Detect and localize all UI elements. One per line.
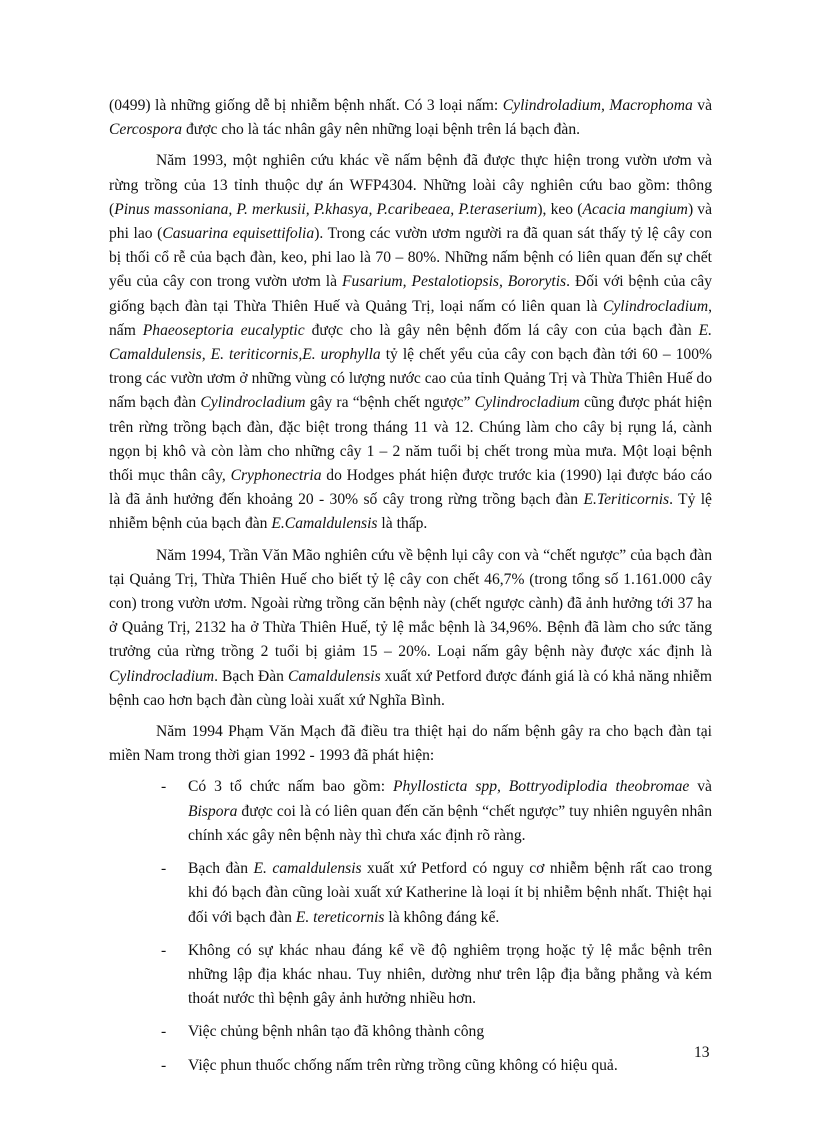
text-run: được cho là tác nhân gây nên những loại bệnh trên lá bạch đàn.: [182, 121, 581, 139]
bullet-item: [109, 939, 712, 1012]
text-run: được cho là gây nên bệnh đốm lá cây con của bạch đàn: [304, 321, 699, 339]
italic-text: Cercospora: [109, 121, 183, 139]
text-run: do Hodges phát hiện được trước kia (1990) lại được báo cáo là đã ảnh hưởng đến khoảng 20 - 30% số cây trong rừng trồng bạch đàn: [109, 467, 712, 509]
text-run: xuất xứ Petford có nguy cơ nhiễm bệnh rất cao trong khi đó bạch đàn cũng loài xuất xứ Katherine là loại ít bị nhiễm bệnh nhất. Thiệt hại đối với bạch đàn: [188, 860, 713, 926]
text-run: . Tỷ lệ nhiễm bệnh của bạch đàn: [109, 491, 712, 533]
text-run: Không có sự khác nhau đáng kể về độ nghiêm trọng hoặc tỷ lệ mắc bệnh trên những lập địa khác nhau. Tuy nhiên, dường như trên lập địa bằng phẳng và kém thoát nước thì bệnh gây ảnh hưởng nhiều hơn.: [188, 941, 712, 1008]
text-run: gây ra “bệnh chết ngược”: [305, 394, 475, 412]
text-run: Bạch đàn: [188, 860, 254, 878]
bullet-item: [109, 857, 712, 930]
italic-text: E.Teriticornis: [583, 491, 670, 509]
italic-text: E. tereticornis: [295, 908, 385, 926]
text-run: và: [692, 97, 712, 114]
bullet-item: [109, 1054, 712, 1078]
italic-text: Pinus massoniana, P. merkusii, P.khasya, P.caribeaea, P.teraserium: [114, 200, 538, 218]
italic-text: E.Camaldulensis: [271, 515, 378, 533]
body-text: [109, 94, 712, 1087]
text-run: . Đối với bệnh của cây giống bạch đàn tại Thừa Thiên Huế và Quảng Trị, loại nấm có liên quan là: [109, 273, 712, 315]
italic-text: Cylindroladium, Macrophoma: [502, 97, 693, 114]
italic-text: Cylindrocladium: [474, 394, 580, 412]
text-run: . Bạch Đàn: [214, 667, 288, 685]
italic-text: Acacia mangium: [582, 200, 688, 218]
bullet-dash: -: [161, 941, 167, 959]
italic-text: Casuarina equisettifolia: [162, 225, 315, 243]
italic-text: Fusarium, Pestalotiopsis, Bororytis: [342, 273, 567, 291]
italic-text: Phaeoseptoria eucalyptic: [142, 321, 305, 339]
italic-text: Cryphonectria: [230, 467, 322, 485]
page-number: 13: [694, 1044, 710, 1061]
italic-text: E. camaldulensis: [253, 860, 362, 878]
paragraph: [109, 544, 712, 713]
italic-text: Bispora: [188, 802, 238, 820]
bullet-item: [109, 1020, 712, 1044]
italic-text: E. Camaldulensis, E. teriticornis,E. urophylla: [109, 321, 712, 364]
bullet-item: [109, 775, 712, 848]
text-run: Năm 1993, một nghiên cứu khác về nấm bệnh đã được thực hiện trong vườn ươm và rừng trồng của 13 tỉnh thuộc dự án WFP4304. Những loài cây nghiên cứu bao gồm: thông (: [109, 152, 712, 218]
bullet-dash: -: [161, 1056, 167, 1074]
text-run: được coi là có liên quan đến căn bệnh “chết ngược” tuy nhiên nguyên nhân chính xác gây nên bệnh này thì chưa xác định rõ ràng.: [188, 802, 712, 844]
bullet-list: [109, 775, 712, 1077]
italic-text: Phyllosticta spp, Bottryodiplodia theobromae: [392, 778, 690, 796]
text-run: tỷ lệ chết yểu của cây con bạch đàn tới 60 – 100% trong các vườn ươm ở những vùng có lượng nước cao của tỉnh Quảng Trị và Thừa Thiên Huế do nấm bạch đàn: [109, 346, 713, 412]
paragraphs: [109, 94, 712, 768]
text-run: Năm 1994, Trần Văn Mão nghiên cứu về bệnh lụi cây con và “chết ngược” của bạch đàn tại Quảng Trị, Thừa Thiên Huế cho biết tỷ lệ cây con chết 46,7% (trong tổng số 1.161.000 cây con) trong vườn ươm. Ngoài rừng trồng căn bệnh này (chết ngược cành) đã ảnh hưởng tới 37 ha ở Quảng Trị, 2132 ha ở Thừa Thiên Huế, tỷ lệ mắc bệnh là 34,96%. Bệnh đã làm cho sức tăng trưởng của rừng trồng 2 tuổi bị giảm 15 – 20%. Loại nấm gây bệnh này được xác định là: [109, 546, 712, 661]
bullet-dash: -: [161, 778, 167, 796]
text-run: là không đáng kể.: [384, 908, 500, 926]
text-run: Việc chủng bệnh nhân tạo đã không thành công: [188, 1023, 485, 1041]
paragraph: [109, 720, 712, 768]
text-run: Việc phun thuốc chống nấm trên rừng trồng cũng không có hiệu quả.: [188, 1056, 618, 1074]
text-run: Có 3 tổ chức nấm bao gồm:: [188, 778, 393, 796]
paragraph: [109, 149, 712, 536]
text-run: là thấp.: [377, 515, 428, 533]
text-run: (0499) là những giống dễ bị nhiễm bệnh nhất. Có 3 loại nấm:: [109, 97, 503, 114]
text-run: ). Trong các vườn ươm người ra đã quan sát thấy tỷ lệ cây con bị thối cổ rễ của bạch đàn, keo, phi lao là 70 – 80%. Những nấm bệnh có liên quan đến sự chết yểu của cây con trong vườn ươm là: [109, 225, 712, 291]
text-run: và: [689, 778, 712, 796]
text-run: xuất xứ Petford được đánh giá là có khả năng nhiễm bệnh cao hơn bạch đàn cùng loài xuất xứ Nghĩa Bình.: [109, 667, 712, 709]
text-run: ) và phi lao (: [109, 200, 713, 243]
bullet-dash: -: [161, 1023, 167, 1041]
bullet-dash: -: [161, 860, 167, 878]
text-run: Năm 1994 Phạm Văn Mạch đã điều tra thiệt hại do nấm bệnh gây ra cho bạch đàn tại miền Nam trong thời gian 1992 - 1993 đã phát hiện:: [109, 723, 712, 765]
text-run: cũng được phát hiện trên rừng trồng bạch đàn, đặc biệt trong tháng 11 và 12. Chúng làm cho cây bị rụng lá, cành ngọn bị khô và còn làm cho những cây 1 – 2 năm tuổi bị chết trong mùa mưa. Một loại bệnh thối mục thân cây,: [109, 394, 712, 485]
paragraph: [109, 94, 712, 142]
italic-text: Cylindrocladium: [602, 297, 709, 315]
text-run: , nấm: [109, 297, 712, 339]
italic-text: Cylindrocladium: [109, 667, 215, 685]
italic-text: Cylindrocladium: [200, 394, 306, 412]
italic-text: Camaldulensis: [287, 667, 381, 685]
text-run: ), keo (: [537, 200, 583, 218]
